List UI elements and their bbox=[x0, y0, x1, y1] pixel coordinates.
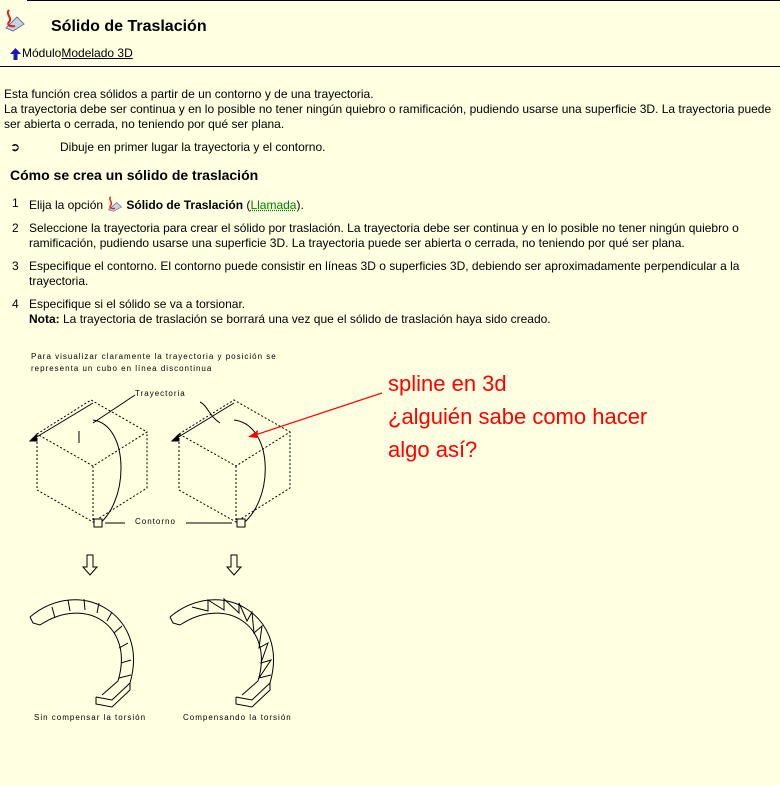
right-swept-solid bbox=[170, 599, 274, 707]
sweep-solid-icon bbox=[3, 8, 27, 32]
left-cube bbox=[37, 400, 147, 522]
annotation-line-3: algo así? bbox=[388, 437, 478, 462]
breadcrumb-prefix: Módulo bbox=[22, 46, 62, 60]
hint-text: Dibuje en primer lugar la trayectoria y el contorno. bbox=[60, 140, 326, 154]
label-sin-compensar: Sin compensar la torsión bbox=[34, 713, 147, 722]
step-2-text: Seleccione la trayectoria para crear el sólido por traslación. La trayectoria debe ser continua y en lo posible no tener ningún quiebro o ramificación, pudiendo usarse una superficie 3D. La trayectoria puede ser abierta o cerrada, no teniendo por qué ser plana. bbox=[29, 221, 739, 250]
arrow-up-icon[interactable] bbox=[10, 48, 21, 60]
intro-line-2: La trayectoria debe ser continua y en lo posible no tener ningún quiebro o ramificación, pudiendo usarse una superficie 3D. La trayectoria puede ser abierta o cerrada, no teniendo por qué ser plana. bbox=[4, 102, 772, 131]
step-1-paren-open: ( bbox=[243, 198, 251, 212]
annotation-text bbox=[388, 367, 647, 466]
step-number: 2 bbox=[12, 221, 19, 235]
step-1-option-name: Sólido de Traslación bbox=[126, 198, 244, 212]
step-number: 3 bbox=[12, 259, 19, 273]
figure-caption-line-2: representa un cubo en línea discontinua bbox=[31, 364, 213, 373]
llamada-link[interactable]: Llamada bbox=[250, 198, 297, 212]
right-trajectory bbox=[234, 420, 265, 527]
step-3-text: Especifique el contorno. El contorno puede consistir en líneas 3D o superficies 3D, debiendo ser aproximadamente perpendicular a la trayectoria. bbox=[29, 259, 740, 288]
hint-line bbox=[10, 140, 325, 154]
steps-list bbox=[10, 196, 770, 335]
header-top-rule bbox=[27, 0, 780, 1]
step-number: 1 bbox=[12, 196, 19, 210]
annotation-line-1: spline en 3d bbox=[388, 371, 507, 396]
step-4-text: Especifique si el sólido se va a torsionar. bbox=[29, 297, 246, 311]
step-3 bbox=[10, 259, 770, 289]
step-4-note-label: Nota: bbox=[29, 312, 60, 326]
section-title: Cómo se crea un sólido de traslación bbox=[10, 167, 259, 183]
page-header bbox=[0, 0, 780, 67]
step-4-note-text: La trayectoria de traslación se borrará una vez que el sólido de traslación haya sido creado. bbox=[59, 312, 551, 326]
breadcrumb-link-modelado-3d[interactable]: Modelado 3D bbox=[61, 46, 133, 60]
intro-text bbox=[4, 87, 774, 132]
intro-line-1: Esta función crea sólidos a partir de un contorno y de una trayectoria. bbox=[4, 87, 374, 101]
label-contorno: Contorno bbox=[135, 517, 176, 526]
right-cube bbox=[179, 400, 290, 522]
step-2 bbox=[10, 221, 770, 251]
sweep-solid-icon bbox=[106, 196, 124, 212]
label-compensando: Compensando la torsión bbox=[183, 713, 292, 722]
step-4 bbox=[10, 297, 770, 327]
breadcrumb bbox=[10, 46, 133, 60]
step-number: 4 bbox=[12, 297, 19, 311]
curved-arrow-icon: ➲ bbox=[10, 140, 21, 154]
step-1-paren-close: ). bbox=[296, 198, 304, 212]
label-trayectoria: Trayectoria bbox=[135, 389, 186, 398]
step-1 bbox=[10, 196, 770, 213]
left-trajectory bbox=[93, 420, 121, 527]
step-1-text: Elija la opción bbox=[29, 198, 104, 212]
left-swept-solid bbox=[30, 599, 134, 707]
annotation-line-2: ¿alguién sabe como hacer bbox=[388, 404, 648, 429]
figure-caption-line-1: Para visualizar claramente la trayectoria y posición se bbox=[31, 352, 277, 361]
page-title: Sólido de Traslación bbox=[51, 18, 207, 35]
left-arrow bbox=[30, 403, 93, 441]
